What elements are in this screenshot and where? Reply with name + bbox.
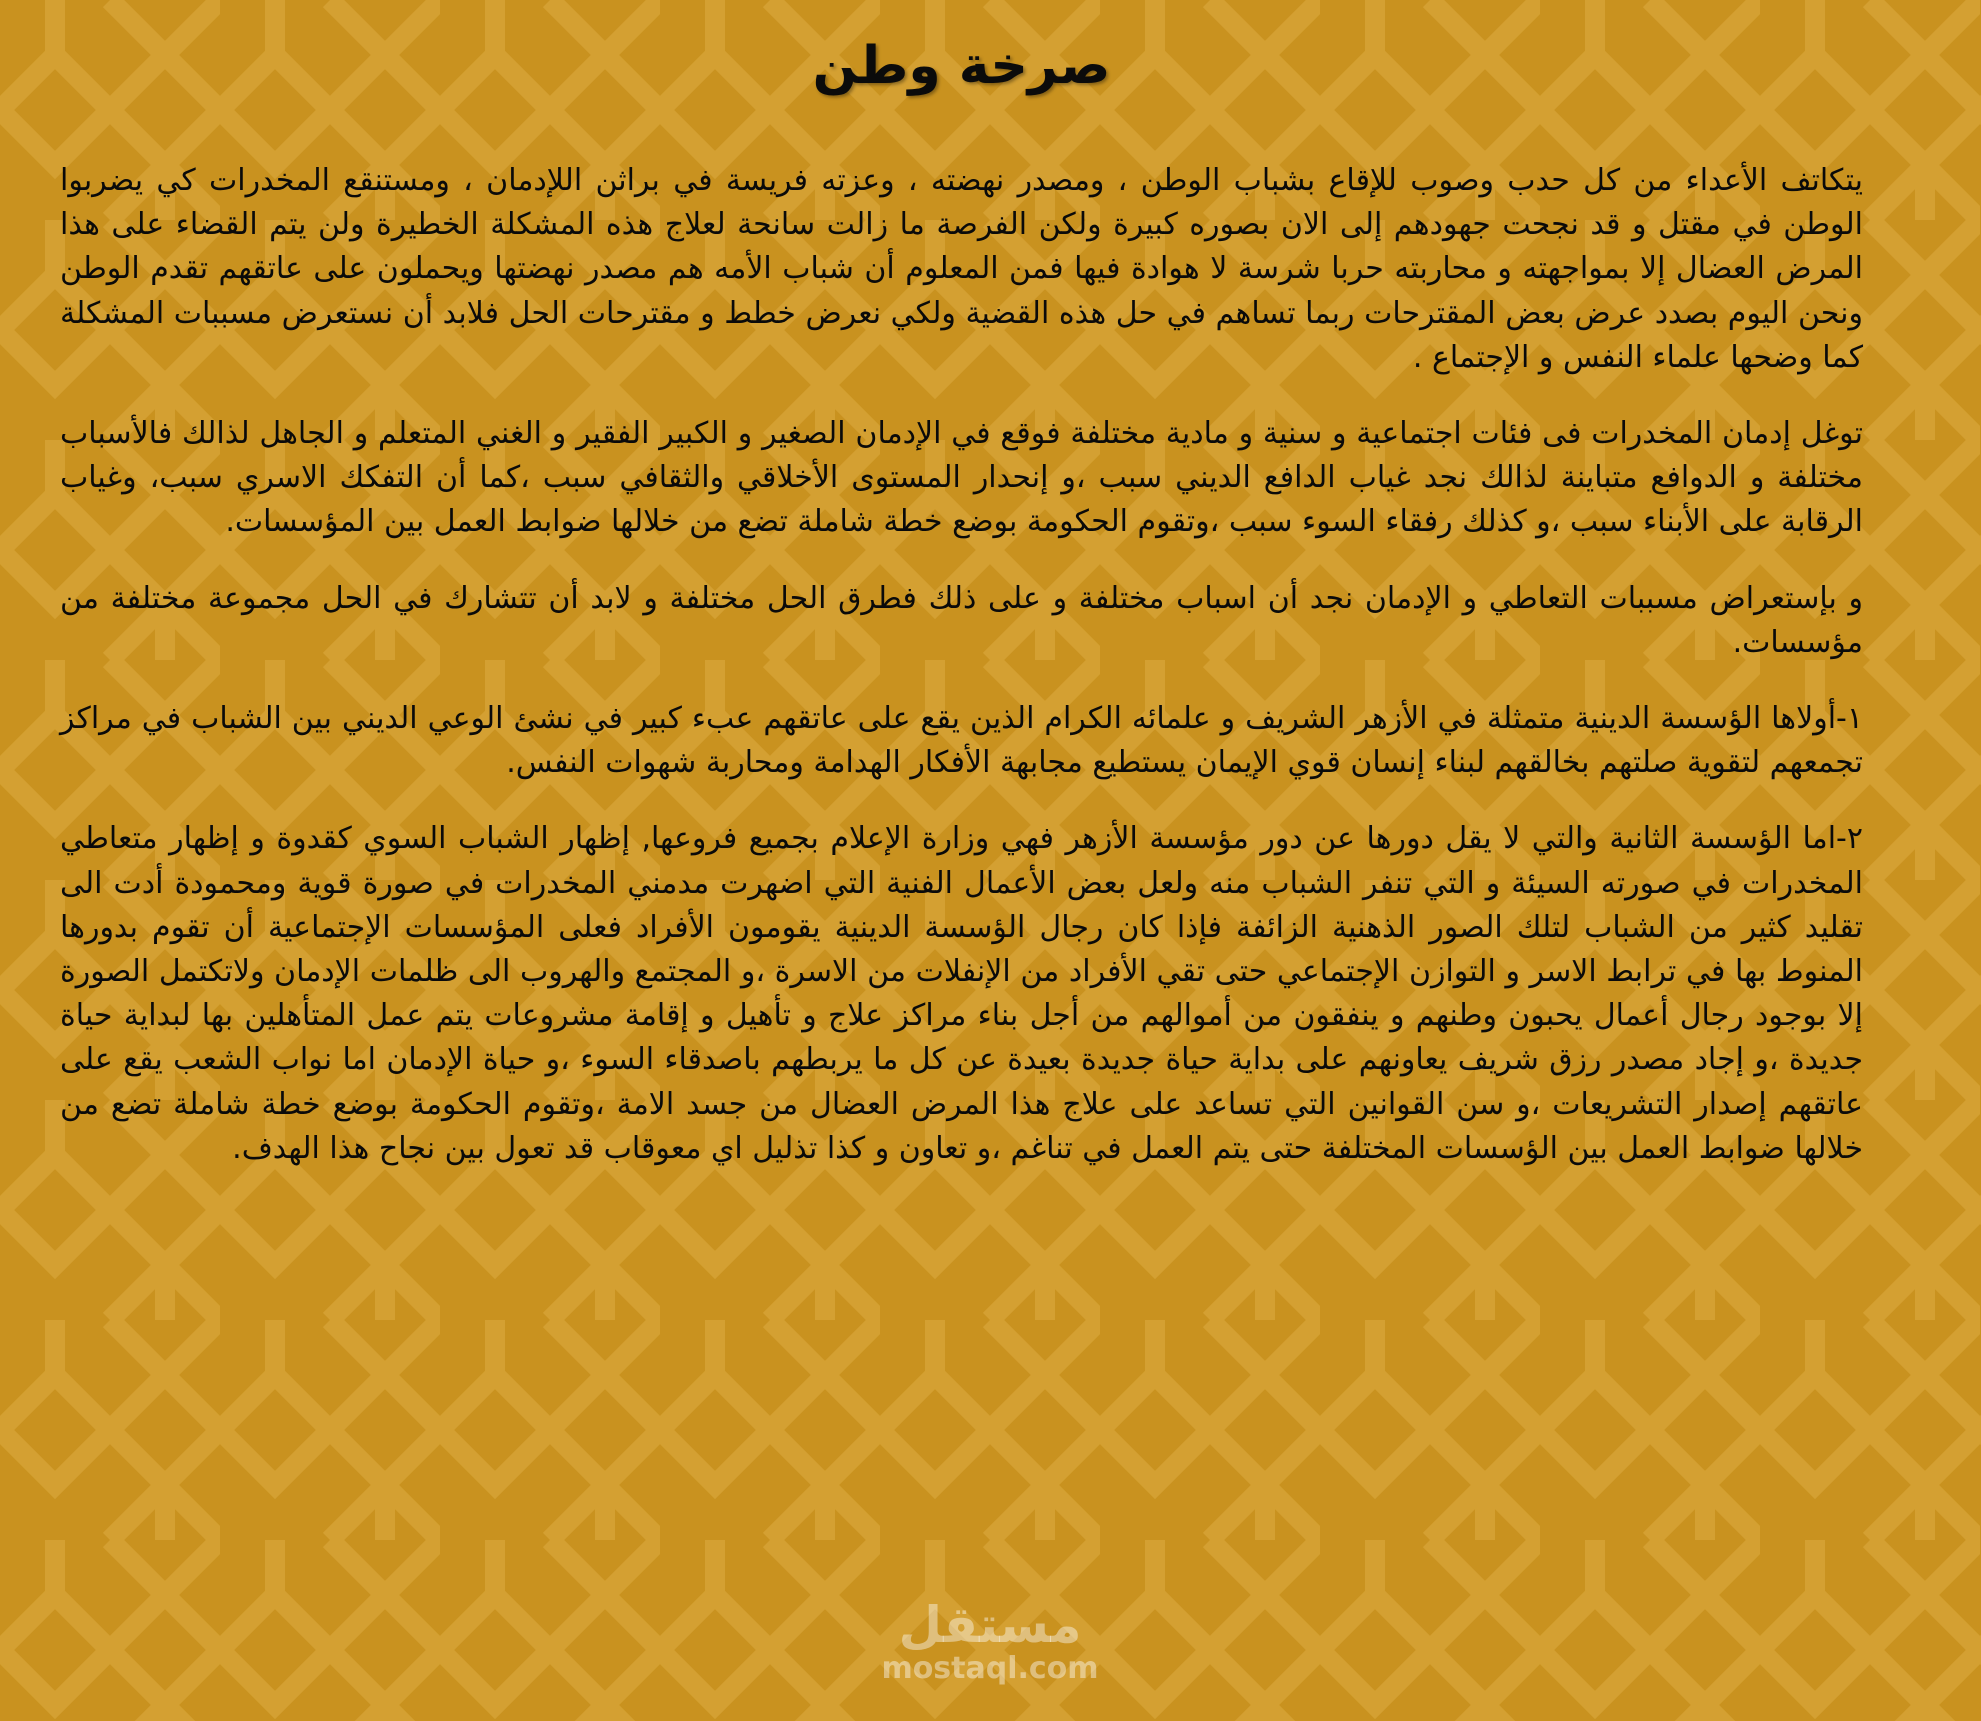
paragraph-causes: توغل إدمان المخدرات فى فئات اجتماعية و سنية و مادية مختلفة فوقع في الإدمان الصغير و الكبير الفقير و الغني المتعلم و الجاهل لذالك فالأسباب مختلفة و الدوافع متباينة لذالك نجد غياب الدافع الديني سبب ،و إنحدار المستوى الأخلاقي والثقافي سبب ،كما أن التفكك الاسري سبب، وغياب الرقابة على الأبناء سبب ،و كذلك رفقاء السوء سبب ،وتقوم الحكومة بوضع خطة شاملة تضع من خلالها ضوابط العمل بين المؤسسات. [60,416,1863,540]
paragraph-intro: يتكاتف الأعداء من كل حدب وصوب للإقاع بشباب الوطن ، ومصدر نهضته ، وعزته فريسة في براثن اللإدمان ، ومستنقع المخدرات كي يضربوا الوطن في مقتل و قد نجحت جهودهم إلى الان بصوره كبيرة ولكن الفرصة ما زالت سانحة لعلاج هذه المشكلة الخطيرة ولن يتم القضاء على هذا المرض العضال إلا بمواجهته و محاربته حربا شرسة لا هوادة فيها فمن المعلوم أن شباب الأمه هم مصدر نهضتها ويحملون على عاتقهم تقدم الوطن ونحن اليوم بصدد عرض بعض المقترحات ربما تساهم في حل هذه القضية ولكي نعرض خطط و مقترحات الحل فلابد أن نستعرض مسببات المشكلة كما وضحها علماء النفس و الإجتماع . [60,163,1863,375]
paragraph-solutions: و بإستعراض مسببات التعاطي و الإدمان نجد أن اسباب مختلفة و على ذلك فطرق الحل مختلفة و لابد أن تتشارك في الحل مجموعة مختلفة من مؤسسات. [60,580,1863,660]
mostaql-watermark [860,1598,1120,1686]
paragraph-media-institution: ٢-اما الؤسسة الثانية والتي لا يقل دورها عن دور مؤسسة الأزهر فهي وزارة الإعلام بجميع فروعها, إظهار الشباب السوي كقدوة و إظهار متعاطي المخدرات في صورته السيئة و التي تنفر الشباب منه ولعل بعض الأعمال الفنية التي اضهرت مدمني المخدرات في صورة قوية ومحمودة أدت الى تقليد كثير من الشباب لتلك الصور الذهنية الزائفة فإذا كان رجال الؤسسة الدينية يقومون الأفراد فعلى المؤسسات الإجتماعية أن تقوم بدورها المنوط بها في ترابط الاسر و التوازن الإجتماعي حتى تقي الأفراد من الإنفلات من الاسرة ،و المجتمع والهروب الى ظلمات الإدمان ولاتكتمل الصورة إلا بوجود رجال أعمال يحبون وطنهم و ينفقون من أموالهم من أجل بناء مراكز علاج و تأهيل و إقامة مشروعات يتم عمل المتأهلين بها لبداية حياة جديدة ،و إجاد مصدر رزق شريف يعاونهم على بداية حياة جديدة بعيدة عن كل ما يربطهم باصدقاء السوء ،و حياة الإدمان اما نواب الشعب يقع على عاتقهم إصدار التشريعات ،و سن القوانين التي تساعد على علاج هذا المرض العضال من جسد الامة ،وتقوم الحكومة بوضع خطة شاملة تضع من خلالها ضوابط العمل بين الؤسسات المختلفة حتى يتم العمل في تناغم ،و تعاون و كذا تذليل اي معوقاب قد تعول بين نجاح هذا الهدف. [60,821,1863,1166]
watermark-latin-text: mostaql.com [881,1651,1099,1686]
watermark-arabic-text: مستقل [898,1596,1082,1654]
document-title: صرخة وطن [812,36,1111,96]
paragraph-religious-institution: ١-أولاها الؤسسة الدينية متمثلة في الأزهر الشريف و علمائه الكرام الذين يقع على عاتقهم عبء كبير في نشئ الوعي الديني بين الشباب في مراكز تجمعهم لتقوية صلتهم بخالقهم لبناء إنسان قوي الإيمان يستطيع مجابهة الأفكار الهدامة ومحاربة شهوات النفس. [60,701,1863,781]
